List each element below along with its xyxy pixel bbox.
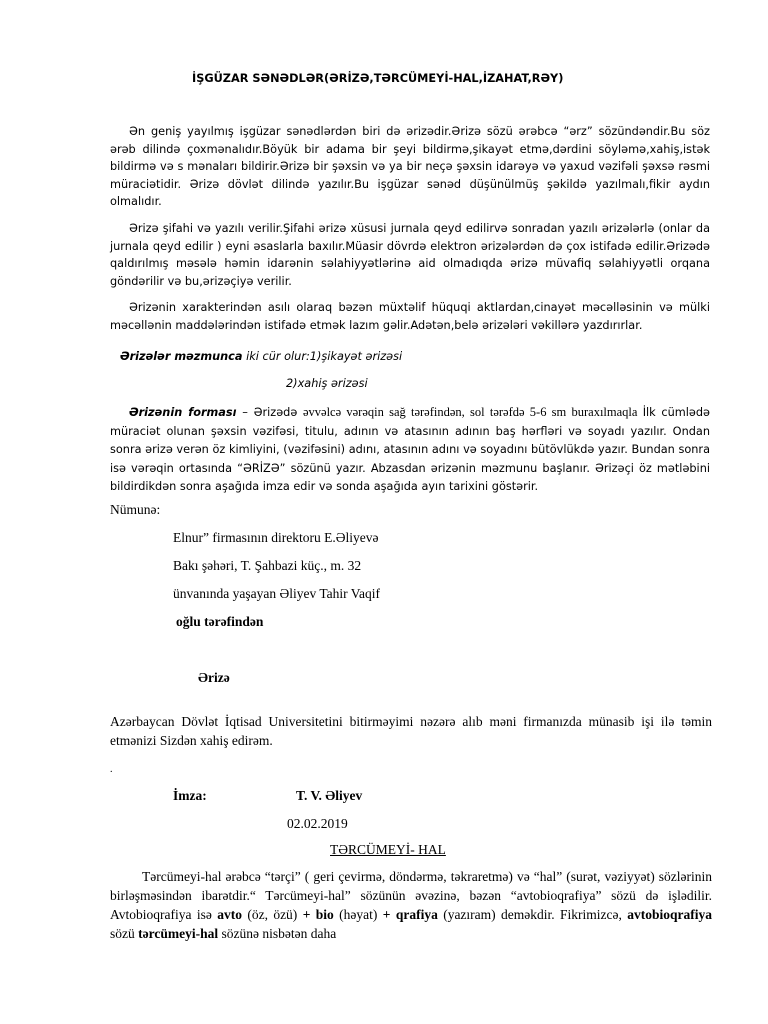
- paragraph-form: [110, 403, 710, 497]
- form-label: Ərizənin forması: [129, 406, 237, 419]
- content-types-label: Ərizələr məzmunca: [120, 350, 243, 363]
- bio-plus-2: +: [382, 907, 391, 922]
- bio-text-a: Tərcümeyi-hal ərəbcə “tərçi” ( geri çevirmə, döndərmə, təkraretmə) və “hal” (surət, vəziyyət) sözlərinin birləşməsindən ibarətdir.“ Tərcümeyi-hal” sözünün əvəzinə, bəzən “avtobioqrafiya” sözü də işlədilir. Avtobioqrafiya isə: [110, 869, 712, 922]
- example-label: Nümunə:: [110, 502, 161, 517]
- signature-label: İmza:: [173, 788, 207, 803]
- bio-text-e: sözü: [110, 926, 139, 941]
- application-heading: Ərizə: [198, 670, 230, 685]
- paragraph-biography: [110, 867, 712, 943]
- bio-term-qrafiya: qrafiya: [395, 907, 438, 922]
- content-types-first: iki cür olur:1)şikayət ərizəsi: [242, 350, 403, 363]
- example-sender: ünvanında yaşayan Əliyev Tahir Vaqif: [173, 586, 381, 601]
- bio-text-b: (öz, özü): [241, 907, 303, 922]
- paragraph-legal-acts: Ərizənin xarakterindən asılı olaraq bəzən müxtəlif hüquqi aktlardan,cinayət məcəlləsinin və mülki məcəllənin maddələrindən istifadə etmək lazım gəlir.Adətən,belə ərizələri vəkillərə yazdırırlar.: [110, 301, 710, 332]
- form-text-c: İlk cümlədə müraciət olunan şəxsin vəzifəsi, titulu, adının və atasının adının baş hərfləri və soyadı yazılır. Ondan sonra ərizə verən öz kimliyini, (vəzifəsini) adını, atasının adını və soyadını bütövlükdə yazır. Bundan sonra isə vərəqin ortasında “ƏRİZƏ” sözünü yazır. Abzasdan ərizənin məzmunu başlanır. Ərizəçi öz mətləbini bildirdikdən sonra aşağıda imza edir və sonda aşağıda ayın tarixini göstərir.: [110, 406, 710, 493]
- bio-term-avtobioqrafiya: avtobioqrafiya: [627, 907, 713, 922]
- form-text-b: əvvəlcə vərəqin sağ tərəfindən, sol tərəfdə 5-6 sm buraxılmaqla: [302, 405, 643, 419]
- bio-text-d: (yazıram) deməkdir. Fikrimizcə,: [437, 907, 628, 922]
- bio-term-avto: avto: [217, 907, 242, 922]
- bio-plus-1: +: [302, 907, 311, 922]
- example-address: Bakı şəhəri, T. Şahbazi küç., m. 32: [173, 558, 362, 573]
- section-heading-biography: TƏRCÜMEYİ- HAL: [330, 842, 446, 857]
- example-body: Azərbaycan Dövlət İqtisad Universitetini bitirməyimi nəzərə alıb məni firmanızda münasib işi ilə təmin etmənizi Sizdən xahiş edirəm.: [110, 714, 712, 748]
- bio-text-c: (həyat): [333, 907, 383, 922]
- paragraph-oral-written: Ərizə şifahi və yazılı verilir.Şifahi ərizə xüsusi jurnala qeyd edilirvə sonradan yazılı ərizələrlə (onlar da jurnala qeyd edilir ) eyni əsaslarla baxılır.Müasir dövrdə elektron ərizələrdən də çox istifadə edilir.Ərizədə qaldırılmış məsələ həmin idarənin səlahiyyətlərinə aid olmadıqda ərizə müvafiq səlahiyyətli orqana göndərilir və bu,ərizəçiyə verilir.: [110, 222, 710, 288]
- content-types-second: 2)xahiş ərizəsi: [286, 377, 368, 390]
- signature-date: 02.02.2019: [287, 816, 348, 831]
- document-title: İŞGÜZAR SƏNƏDLƏR(ƏRİZƏ,TƏRCÜMEYİ-HAL,İZAHAT,RƏY): [192, 72, 564, 85]
- example-recipient: Elnur” firmasının direktoru E.Əliyevə: [173, 530, 379, 545]
- bio-text-f: sözünə nisbətən daha: [218, 926, 337, 941]
- signature-name: T. V. Əliyev: [296, 788, 363, 803]
- paragraph-definition: Ən geniş yayılmış işgüzar sənədlərdən biri də ərizədir.Ərizə sözü ərəbcə “ərz” sözündəndir.Bu söz ərəb dilində çoxmənalıdır.Böyük bir adama bir şeyi bildirmə,şikayət etmə,dərdini söyləmə,xahiş,istək bildirmə və s mənaları bildirir.Ərizə bir şəxsin və ya bir neçə şəxsin idarəyə və yaxud vəzifəli şəxsə rəsmi müraciətidir. Ərizə dövlət dilində yazılır.Bu işgüzar sənəd düşünülmüş şəkildə yazılmalı,fikir aydın olmalıdır.: [110, 125, 710, 208]
- bio-term-tarcumeyi-hal: tərcümeyi-hal: [138, 926, 219, 941]
- bio-term-bio: bio: [315, 907, 334, 922]
- stray-dot: .: [110, 764, 113, 775]
- content-types-line: [120, 348, 402, 366]
- form-text-a: Ərizədə: [253, 406, 303, 419]
- example-sender-suffix: oğlu tərəfindən: [176, 614, 264, 629]
- form-dash: –: [236, 406, 254, 419]
